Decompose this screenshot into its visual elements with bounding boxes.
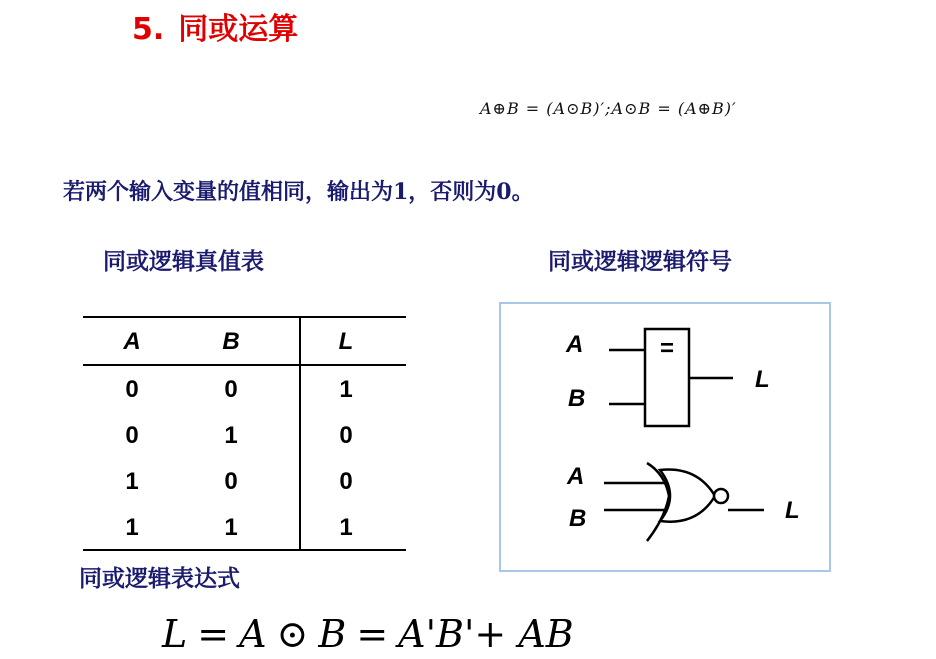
table-header-l: L (338, 328, 354, 355)
expr-b: B (318, 612, 347, 656)
table-cell: 0 (125, 376, 139, 403)
expr-equals-2: = (356, 612, 389, 656)
table-cell: 0 (339, 468, 353, 495)
box-input-b-label: B (568, 385, 586, 412)
description-text: 若两个输入变量的值相同，输出为1，否则为0。 (63, 179, 534, 205)
title-text: 同或运算 (178, 12, 299, 47)
xnor-extra-arc (647, 463, 669, 541)
table-cell: 0 (339, 422, 353, 449)
table-cell: 0 (224, 468, 238, 495)
table-cell: 1 (339, 514, 353, 541)
table-header-b: B (222, 328, 240, 355)
gate-equal-sign: = (659, 335, 675, 362)
expr-lhs: L (162, 612, 188, 656)
title-number: 5. (132, 12, 165, 47)
table-row (125, 514, 352, 541)
expr-xnor-operator: ⊙ (276, 612, 309, 656)
truth-table (80, 312, 410, 557)
table-header-a: A (123, 328, 141, 355)
table-cell: 1 (224, 422, 238, 449)
table-cell: 1 (224, 514, 238, 541)
expr-a: A (239, 612, 267, 656)
box-output-label: L (755, 366, 770, 393)
expression-formula (162, 612, 574, 656)
logic-symbols (499, 302, 831, 572)
table-row (125, 468, 352, 495)
table-row (125, 422, 352, 449)
box-input-a-label: A (566, 331, 584, 358)
table-cell: 0 (224, 376, 238, 403)
xnor-input-b-label: B (569, 505, 587, 532)
table-cell: 0 (125, 422, 139, 449)
xnor-output-label: L (785, 497, 800, 524)
slide-title (132, 4, 298, 48)
expression-heading: 同或逻辑表达式 (79, 565, 240, 592)
truth-table-heading: 同或逻辑真值表 (103, 248, 264, 275)
xnor-input-a-label: A (567, 463, 585, 490)
top-formula: A⊕B = (A⊙B)′;A⊙B = (A⊕B)′ (480, 99, 737, 118)
inversion-bubble (714, 489, 728, 503)
expr-rhs: A'B'+ AB (398, 612, 574, 656)
expr-equals-1: = (197, 612, 230, 656)
table-cell: 1 (339, 376, 353, 403)
symbol-heading: 同或逻辑逻辑符号 (548, 248, 732, 275)
table-cell: 1 (125, 468, 139, 495)
table-row (125, 376, 352, 403)
box-gate (565, 329, 770, 426)
table-cell: 1 (125, 514, 139, 541)
xnor-gate (566, 463, 800, 541)
